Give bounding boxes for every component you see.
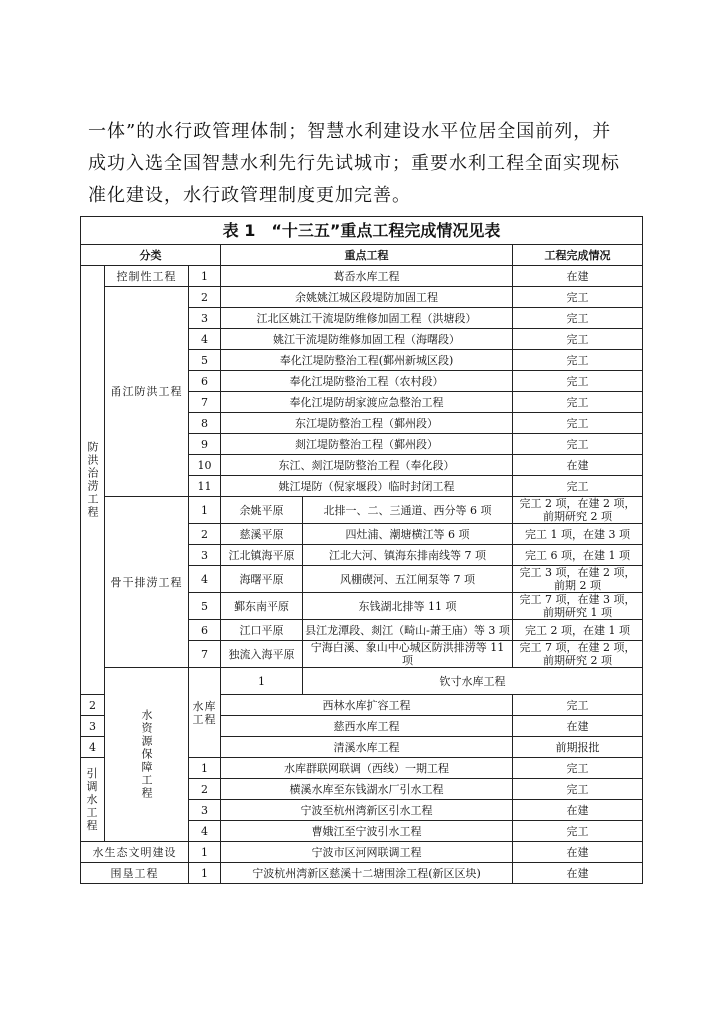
- row-status: 完工: [513, 350, 643, 371]
- group-eco: 水生态文明建设: [81, 842, 189, 863]
- row-area: 余姚平原: [221, 497, 303, 524]
- row-project: 宁波市区河网联调工程: [221, 842, 513, 863]
- row-no: 4: [81, 737, 105, 758]
- row-project: 钦寸水库工程: [303, 668, 643, 695]
- subgroup-reservoir: 水库工程: [189, 668, 221, 758]
- row-project: 风棚碶河、五江闸泵等 7 项: [303, 566, 513, 593]
- row-no: 1: [189, 266, 221, 287]
- row-no: 3: [189, 545, 221, 566]
- paragraph-line: 准化建设，水行政管理制度更加完善。: [88, 185, 411, 206]
- row-project: 北排一、二、三通道、西分等 6 项: [303, 497, 513, 524]
- row-project: 横溪水库至东钱湖水厂引水工程: [221, 779, 513, 800]
- paragraph-line: 成功入选全国智慧水利先行先试城市；重要水利工程全面实现标: [88, 153, 620, 174]
- table-row: [81, 842, 643, 863]
- row-status: 完工 7 项，在建 3 项，前期研究 1 项: [513, 593, 643, 620]
- row-project: 姚江干流堤防维修加固工程（海曙段）: [221, 329, 513, 350]
- row-no: 5: [189, 350, 221, 371]
- table-row: [81, 863, 643, 884]
- row-project: 东江堤防整治工程（鄞州段）: [221, 413, 513, 434]
- row-status: 在建: [513, 455, 643, 476]
- subgroup-control: 控制性工程: [105, 266, 189, 287]
- row-project: 水库群联网联调（西线）一期工程: [221, 758, 513, 779]
- table-title: 表 1 “十三五”重点工程完成情况见表: [81, 217, 643, 245]
- row-project: 江北大河、镇海东排南线等 7 项: [303, 545, 513, 566]
- row-no: 2: [189, 779, 221, 800]
- row-status: 完工 2 项，在建 1 项: [513, 620, 643, 641]
- row-project: 县江龙潭段、剡江（畸山-萧王庙）等 3 项: [303, 620, 513, 641]
- row-no: 5: [189, 593, 221, 620]
- row-status: 完工: [513, 434, 643, 455]
- row-status: 完工: [513, 413, 643, 434]
- row-no: 4: [189, 329, 221, 350]
- group-flood-control: 防洪治涝工程: [81, 266, 105, 695]
- row-status: 完工: [513, 695, 643, 716]
- row-status: 在建: [513, 842, 643, 863]
- row-no: 7: [189, 392, 221, 413]
- row-status: 完工: [513, 371, 643, 392]
- subgroup-drainage: 骨干排涝工程: [105, 497, 189, 668]
- row-no: 3: [189, 308, 221, 329]
- row-no: 2: [189, 287, 221, 308]
- row-status: 完工 1 项，在建 3 项: [513, 524, 643, 545]
- row-no: 10: [189, 455, 221, 476]
- row-status: 完工: [513, 329, 643, 350]
- row-no: 2: [81, 695, 105, 716]
- row-area: 鄞东南平原: [221, 593, 303, 620]
- row-area: 海曙平原: [221, 566, 303, 593]
- header-project: 重点工程: [221, 245, 513, 266]
- row-project: 西林水库扩容工程: [221, 695, 513, 716]
- row-status: 完工: [513, 392, 643, 413]
- row-no: 6: [189, 371, 221, 392]
- row-no: 2: [189, 524, 221, 545]
- row-area: 江北镇海平原: [221, 545, 303, 566]
- table-row: [81, 497, 643, 524]
- row-project: 宁波杭州湾新区慈溪十二塘围涂工程(新区区块): [221, 863, 513, 884]
- row-status: 在建: [513, 863, 643, 884]
- row-project: 曹娥江至宁波引水工程: [221, 821, 513, 842]
- row-area: 独流入海平原: [221, 641, 303, 668]
- row-project: 奉化江堤防整治工程(鄞州新城区段): [221, 350, 513, 371]
- row-no: 1: [221, 668, 303, 695]
- row-project: 奉化江堤防整治工程（农村段）: [221, 371, 513, 392]
- row-status: 完工: [513, 476, 643, 497]
- row-no: 3: [189, 800, 221, 821]
- row-project: 东江、剡江堤防整治工程（奉化段）: [221, 455, 513, 476]
- row-status: 在建: [513, 716, 643, 737]
- row-status: 完工: [513, 308, 643, 329]
- table-row: [81, 287, 643, 308]
- paragraph-line: 一体”的水行政管理体制；智慧水利建设水平位居全国前列，并: [88, 121, 612, 142]
- row-no: 6: [189, 620, 221, 641]
- row-no: 4: [189, 566, 221, 593]
- row-status: 完工: [513, 821, 643, 842]
- row-project: 剡江堤防整治工程（鄞州段）: [221, 434, 513, 455]
- row-project: 清溪水库工程: [221, 737, 513, 758]
- row-status: 完工: [513, 287, 643, 308]
- row-no: 1: [189, 497, 221, 524]
- row-status: 前期报批: [513, 737, 643, 758]
- table-row: [81, 266, 643, 287]
- group-water-supply: 水资源保障工程: [105, 668, 189, 842]
- row-project: 余姚姚江城区段堤防加固工程: [221, 287, 513, 308]
- row-status: 完工 2 项，在建 2 项，前期研究 2 项: [513, 497, 643, 524]
- key-projects-table: [80, 216, 643, 884]
- row-project: 四灶浦、潮塘横江等 6 项: [303, 524, 513, 545]
- row-area: 江口平原: [221, 620, 303, 641]
- row-no: 9: [189, 434, 221, 455]
- row-project: 东钱湖北排等 11 项: [303, 593, 513, 620]
- row-project: 奉化江堤防胡家渡应急整治工程: [221, 392, 513, 413]
- row-no: 4: [189, 821, 221, 842]
- group-reclaim: 围垦工程: [81, 863, 189, 884]
- subgroup-yongjiang: 甬江防洪工程: [105, 287, 189, 497]
- row-status: 完工 3 项，在建 2 项，前期 2 项: [513, 566, 643, 593]
- row-area: 慈溪平原: [221, 524, 303, 545]
- subgroup-diversion: 引调水工程: [81, 758, 105, 842]
- row-status: 完工 6 项，在建 1 项: [513, 545, 643, 566]
- row-no: 11: [189, 476, 221, 497]
- row-project: 江北区姚江干流堤防维修加固工程（洪塘段）: [221, 308, 513, 329]
- row-project: 宁海白溪、象山中心城区防洪排涝等 11 项: [303, 641, 513, 668]
- row-status: 完工 7 项，在建 2 项，前期研究 2 项: [513, 641, 643, 668]
- table-row: [81, 668, 643, 695]
- row-no: 7: [189, 641, 221, 668]
- row-no: 1: [189, 863, 221, 884]
- body-paragraph: [88, 116, 648, 212]
- row-project: 葛岙水库工程: [221, 266, 513, 287]
- header-status: 工程完成情况: [513, 245, 643, 266]
- row-no: 3: [81, 716, 105, 737]
- row-project: 慈西水库工程: [221, 716, 513, 737]
- row-status: 在建: [513, 800, 643, 821]
- row-project: 姚江堤防（倪家堰段）临时封闭工程: [221, 476, 513, 497]
- row-status: 在建: [513, 266, 643, 287]
- header-category: 分类: [81, 245, 221, 266]
- row-status: 完工: [513, 758, 643, 779]
- row-status: 完工: [513, 779, 643, 800]
- row-no: 1: [189, 758, 221, 779]
- row-no: 8: [189, 413, 221, 434]
- row-project: 宁波至杭州湾新区引水工程: [221, 800, 513, 821]
- row-no: 1: [189, 842, 221, 863]
